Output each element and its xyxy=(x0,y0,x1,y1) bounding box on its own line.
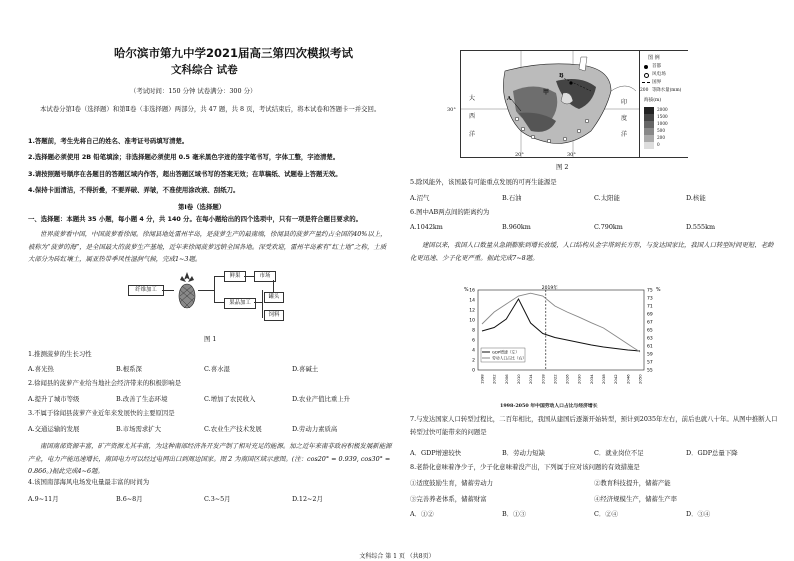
q5-option-a[interactable]: A.沼气 xyxy=(410,194,430,202)
region-jia: 甲 xyxy=(543,89,550,96)
lat-label: 30° xyxy=(447,107,456,113)
q5-option-c[interactable]: C.太阳能 xyxy=(594,194,620,202)
legend-capital: 首都 xyxy=(652,64,662,69)
box-can: 罐头 xyxy=(264,292,284,303)
legend-isohyet: 等降水量(mm) xyxy=(652,88,682,93)
elev-1: 1500 xyxy=(657,114,668,119)
q8-statement-3: ③完善养老体系，储蓄财富 xyxy=(410,495,487,503)
exam-info: （考试时间：150 分钟 试卷满分：300 分） xyxy=(130,87,257,95)
point-a: A xyxy=(507,96,512,102)
y-right-tick-label: 75 xyxy=(647,288,653,294)
q8-option-c[interactable]: C．②④ xyxy=(594,510,619,518)
q6-option-c[interactable]: C.790km xyxy=(594,223,623,231)
q2-option-d[interactable]: D.农业产值比重上升 xyxy=(292,395,351,403)
q1-option-c[interactable]: C.喜水湿 xyxy=(204,365,230,373)
elev-5: 0 xyxy=(657,142,660,147)
y-left-unit: % xyxy=(464,288,469,293)
y-left-tick-label: 6 xyxy=(472,338,475,344)
instruction-1: 1.答题前，考生先将自己的姓名、准考证号码填写清楚。 xyxy=(28,137,189,145)
x-tick-label: 2050 xyxy=(637,374,643,384)
y-right-unit: % xyxy=(656,288,661,293)
y-right-tick-label: 71 xyxy=(647,304,653,310)
q2-option-b[interactable]: B.改善了生态环境 xyxy=(116,395,168,403)
figure-1-caption: 图 1 xyxy=(204,335,217,343)
instructions-intro: 本试卷分第Ⅰ卷（选择题）和第Ⅱ卷（非选择题）两部分，共 47 题，共 8 页，考试结束后，将本试卷和答题卡一并交回。 xyxy=(40,105,381,113)
legend-iso-value: 200 xyxy=(640,88,649,93)
x-tick-label: 2046 xyxy=(625,374,631,384)
q6-option-b[interactable]: B.960km xyxy=(502,223,531,231)
q4-option-d[interactable]: D.12~2月 xyxy=(292,495,323,503)
figure-1 xyxy=(128,268,308,328)
x-tick-label: 2026 xyxy=(564,374,570,384)
chart-title: 1998-2050 年中国劳动人口占比与经济增长 xyxy=(500,403,598,409)
q1-stem: 1.推测菠萝的生长习性 xyxy=(28,350,92,358)
figure-2-caption: 图 2 xyxy=(556,163,569,171)
q7-stem: 7.与发达国家人口转型过程比，二百年相比，我国从建国后逐渐开始转型，预计到2035年左右，前后也就八十年。从图中推断人口转型过快可能带来的问题是 xyxy=(410,415,778,436)
y-left-tick-label: 0 xyxy=(472,368,475,374)
y-left-tick-label: 10 xyxy=(469,318,475,324)
series-line-gdp xyxy=(482,299,640,351)
legend-elevation: 海拔(m) xyxy=(644,98,662,103)
figure-2-map xyxy=(447,50,688,158)
legend-label: GDP增速（左） xyxy=(492,349,520,355)
pineapple-image xyxy=(176,270,198,310)
instruction-4: 4.保持卡面清洁，不得折叠，不要弄破、弄皱，不准使用涂改液、刮纸刀。 xyxy=(28,186,240,194)
figure-3-chart xyxy=(456,282,666,400)
q4-option-a[interactable]: A.9~11月 xyxy=(28,495,59,503)
marker-label: 2019年 xyxy=(541,286,558,291)
q8-stem: 8.老龄化意味着净少子，少子化意味着没产出，下列属于应对该问题的有效措施是 xyxy=(410,463,640,471)
y-right-tick-label: 69 xyxy=(647,312,653,318)
q7-option-a[interactable]: A．GDP增速较快 xyxy=(410,449,462,457)
y-left-tick-label: 4 xyxy=(472,348,475,354)
y-right-tick-label: 61 xyxy=(647,344,653,350)
y-right-tick-label: 59 xyxy=(647,352,653,358)
q2-option-a[interactable]: A.提升了城市等级 xyxy=(28,395,80,403)
box-fresh: 鲜果 xyxy=(224,271,246,282)
q6-option-a[interactable]: A.1042km xyxy=(410,223,443,231)
y-right-tick-label: 55 xyxy=(647,368,653,374)
x-tick-label: 2006 xyxy=(503,374,509,384)
q4-option-c[interactable]: C.3~5月 xyxy=(204,495,231,503)
box-fruit-processing: 果品加工 xyxy=(224,298,256,309)
q6-stem: 6.图中AB两点间的距离约为 xyxy=(410,208,490,216)
q7-option-d[interactable]: D．GDP总量下降 xyxy=(686,449,738,457)
q1-option-b[interactable]: B.根系深 xyxy=(116,365,142,373)
y-right-tick-label: 67 xyxy=(647,320,653,326)
q1-option-a[interactable]: A.喜光热 xyxy=(28,365,54,373)
exam-title: 哈尔滨市第九中学2021届高三第四次模拟考试 xyxy=(114,46,354,60)
y-right-tick-label: 63 xyxy=(647,336,653,342)
box-market: 市场 xyxy=(254,271,276,282)
ocean-indian-3: 洋 xyxy=(621,131,628,138)
legend-border: 国界 xyxy=(652,80,662,85)
ocean-indian-2: 度 xyxy=(621,115,628,122)
lon-label-1: 20° xyxy=(515,152,524,158)
lon-label-2: 30° xyxy=(567,152,576,158)
point-b: B xyxy=(559,73,564,79)
ocean-atlantic-1: 大 xyxy=(469,95,476,102)
q5-option-b[interactable]: B.石油 xyxy=(502,194,522,202)
instruction-3: 3.请按照题号顺序在各题目的答题区域内作答，超出答题区域书写的答案无效；在草稿纸、试题卷上答题无效。 xyxy=(28,170,342,178)
q3-option-c[interactable]: C.农业生产技术发展 xyxy=(204,425,262,433)
q5-stem: 5.除风能外，该国最有可能重点发展的可再生能源是 xyxy=(410,178,557,186)
y-left-tick-label: 14 xyxy=(469,298,475,304)
q3-stem: 3.不属于徐闻县菠萝产业近年来发展快的主要原因是 xyxy=(28,409,175,417)
q8-option-a[interactable]: A．①② xyxy=(410,510,434,518)
x-tick-label: 2002 xyxy=(491,374,497,384)
q8-option-d[interactable]: D．③④ xyxy=(686,510,711,518)
q4-stem: 4.该国南部海风电场发电量最丰富的时间为 xyxy=(28,478,150,486)
x-tick-label: 2018 xyxy=(540,374,546,384)
q3-option-a[interactable]: A.交通运输的发展 xyxy=(28,425,80,433)
section-intro: 一、选择题：本题共 35 小题，每小题 4 分，共 140 分。在每小题给出的四个选项中，只有一项是符合题目要求的。 xyxy=(28,215,362,223)
x-tick-label: 2022 xyxy=(552,374,558,384)
series-line-labor xyxy=(482,293,640,352)
q7-option-c[interactable]: C．就业岗位不足 xyxy=(594,449,644,457)
y-right-tick-label: 57 xyxy=(647,360,653,366)
capital-icon xyxy=(644,65,648,69)
x-tick-label: 1998 xyxy=(479,374,485,384)
legend-label: 劳动人口占比（右） xyxy=(492,355,527,361)
q3-option-b[interactable]: B.市场需求扩大 xyxy=(116,425,162,433)
map-legend xyxy=(639,51,688,157)
box-fiber: 纤维加工 xyxy=(128,285,164,296)
x-tick-label: 2014 xyxy=(528,374,534,384)
x-tick-label: 2010 xyxy=(515,374,521,384)
y-right-tick-label: 73 xyxy=(647,296,653,302)
passage-1: 世界菠萝看中国，中国菠萝看徐闻。徐闻县地处雷州半岛，是菠萝生产的最南端，徐闻县的菠萝产量约占全国的40%以上，被称为“菠萝的海”，是全国最大的菠萝生产基地，近年来徐闻菠萝远销全国各地。深受欢迎，雷州半岛素有“红土地”之称，土质大部分为砖红壤土，属亚热带季风性湿润气候，完成1~3题。 xyxy=(28,230,387,263)
instruction-2: 2.选择题必须使用 2B 铅笔填涂；非选择题必须使用 0.5 毫米黑色字迹的签字笔书写，字体工整，字迹清楚。 xyxy=(28,153,340,161)
q8-statement-1: ①适度鼓励生育，储蓄劳动力 xyxy=(410,479,494,487)
page-footer: 文科综合 第 1 页 （共8页） xyxy=(359,553,435,560)
legend-title: 图 例 xyxy=(648,55,660,61)
q8-statement-2: ②教育科技提升，储蓄产能 xyxy=(594,479,671,487)
chart-svg xyxy=(456,282,666,400)
x-tick-label: 2042 xyxy=(613,374,619,384)
passage-3: 建国以来，我国人口数量从急剧膨胀到增长放缓，人口结构从金字塔到长方形，与发达国家比，我国人口转型时间更短、老龄化更迅速、少子化更严重。据此完成7~8题。 xyxy=(410,241,774,262)
q6-option-d[interactable]: D.555km xyxy=(686,223,716,231)
q7-option-b[interactable]: B．劳动力短缺 xyxy=(502,449,546,457)
ocean-atlantic-3: 洋 xyxy=(469,131,476,138)
q4-option-b[interactable]: B.6~8月 xyxy=(116,495,143,503)
wind-farm-icon xyxy=(644,73,649,78)
passage-2: 南国南部资源丰富，矿产资源尤其丰富，为这种南部经济各开发产制了相对充足的能源。加之近年来南非政府积极发展新能源产业，电力产能迅速增长，南国电力可以经过电网出口到周边国家。图 2 为南国区域示意图。(注：cos20° = 0.939, cos30° = 0.866。)据此完成4~6题。 xyxy=(28,442,392,475)
y-left-tick-label: 12 xyxy=(469,308,475,314)
ocean-indian-1: 印 xyxy=(621,99,628,106)
legend-wind-farm: 风电场 xyxy=(652,72,666,77)
elev-0: 2000 xyxy=(657,107,668,112)
x-tick-label: 2034 xyxy=(588,374,594,384)
q8-option-b[interactable]: B．①③ xyxy=(502,510,526,518)
border-icon xyxy=(642,82,650,83)
elev-3: 500 xyxy=(657,128,665,133)
section-heading: 第Ⅰ卷（选择题） xyxy=(178,203,226,211)
elev-4: 200 xyxy=(657,135,665,140)
box-feed: 饲料 xyxy=(264,310,284,321)
x-tick-label: 2030 xyxy=(576,374,582,384)
elevation-scale xyxy=(644,107,654,149)
y-left-tick-label: 16 xyxy=(469,288,475,294)
q3-option-d[interactable]: D.劳动力素质高 xyxy=(292,425,338,433)
y-right-tick-label: 65 xyxy=(647,328,653,334)
q8-statement-4: ④经济规模生产，储蓄生产率 xyxy=(594,495,678,503)
q5-option-d[interactable]: D.核能 xyxy=(686,194,706,202)
q2-option-c[interactable]: C.增加了农民收入 xyxy=(204,395,256,403)
q1-option-d[interactable]: D.喜碱土 xyxy=(292,365,319,373)
y-left-tick-label: 8 xyxy=(472,328,475,334)
x-tick-label: 2038 xyxy=(601,374,607,384)
q2-stem: 2.徐闻县的菠萝产业给当地社会经济带来的积极影响是 xyxy=(28,379,182,387)
y-left-tick-label: 2 xyxy=(472,358,475,364)
exam-subtitle: 文科综合 试卷 xyxy=(171,64,238,76)
elev-2: 1000 xyxy=(657,121,668,126)
ocean-atlantic-2: 西 xyxy=(469,113,476,120)
